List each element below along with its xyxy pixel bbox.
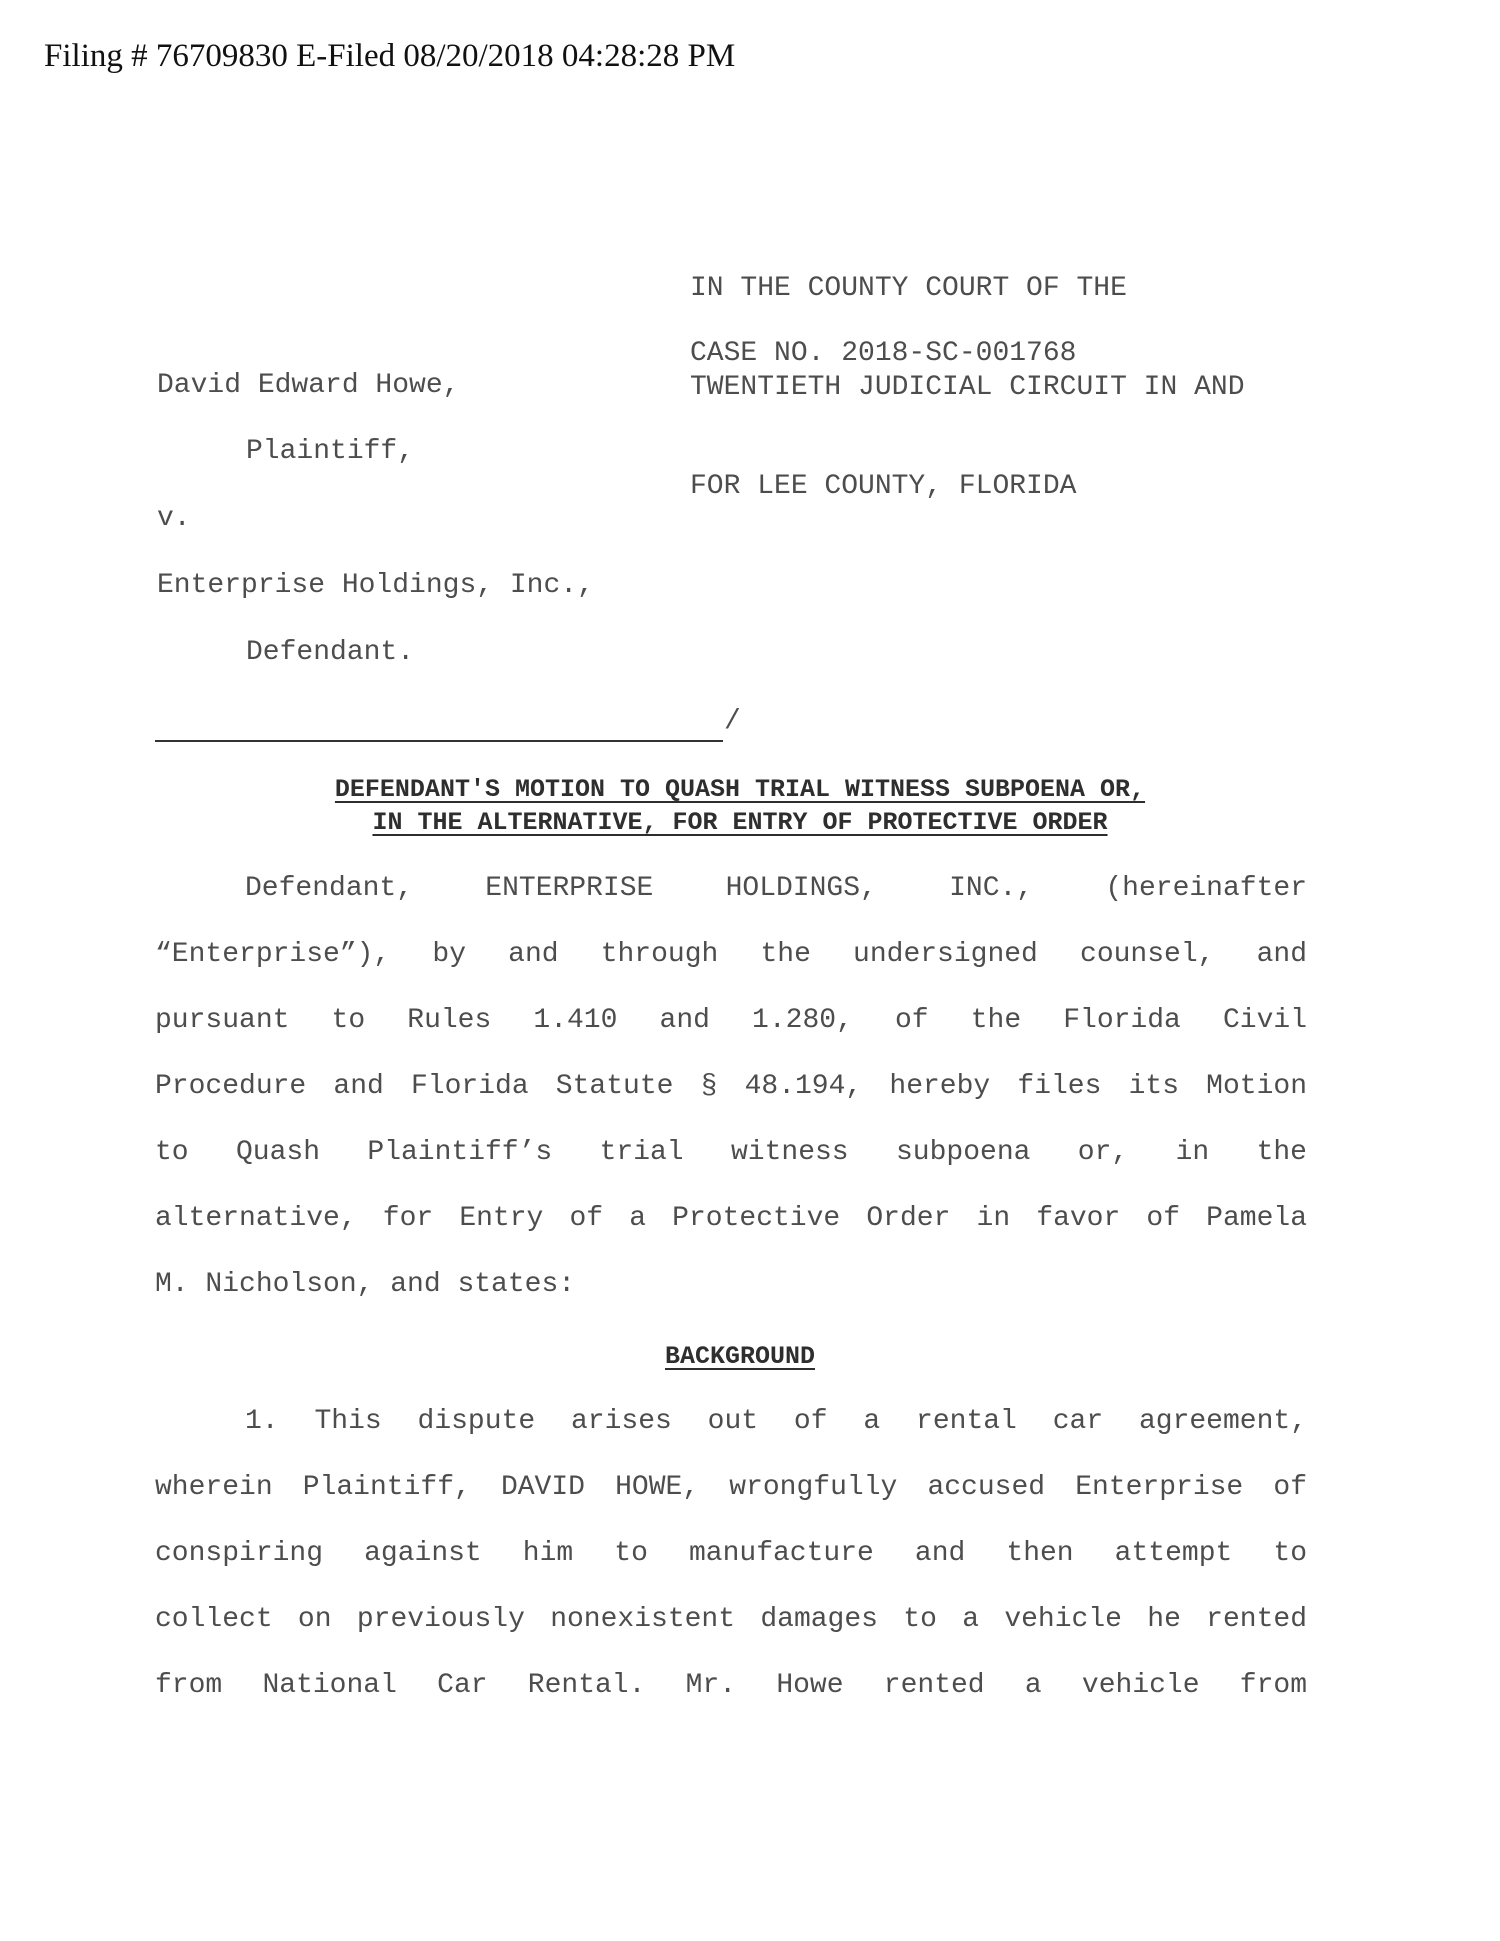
motion-title-line-2 <box>150 808 1330 837</box>
caption-rule <box>155 740 723 742</box>
background-line: from National Car Rental. Mr. Howe rented a vehicle from <box>155 1670 1307 1701</box>
background-heading <box>150 1342 1330 1371</box>
defendant-name: Enterprise Holdings, Inc., <box>157 570 594 601</box>
background-line: 1. This dispute arises out of a rental car agreement, <box>245 1406 1307 1437</box>
intro-line: Procedure and Florida Statute § 48.194, hereby files its Motion <box>155 1071 1307 1102</box>
motion-title-text: DEFENDANT'S MOTION TO QUASH TRIAL WITNESS SUBPOENA OR, <box>334 775 1146 804</box>
case-number: CASE NO. 2018-SC-001768 <box>690 338 1077 369</box>
background-line: conspiring against him to manufacture and then attempt to <box>155 1538 1307 1569</box>
motion-title-line-1 <box>150 775 1330 804</box>
intro-line: to Quash Plaintiff’s trial witness subpoena or, in the <box>155 1137 1307 1168</box>
court-line: IN THE COUNTY COURT OF THE <box>690 273 1127 304</box>
defendant-role: Defendant. <box>246 637 415 668</box>
filing-stamp: Filing # 76709830 E-Filed 08/20/2018 04:28:28 PM <box>44 38 736 74</box>
background-line: wherein Plaintiff, DAVID HOWE, wrongfully accused Enterprise of <box>155 1472 1307 1503</box>
intro-line: pursuant to Rules 1.410 and 1.280, of the Florida Civil <box>155 1005 1307 1036</box>
plaintiff-name: David Edward Howe, <box>157 370 460 401</box>
intro-line: “Enterprise”), by and through the undersigned counsel, and <box>155 939 1307 970</box>
background-heading-text: BACKGROUND <box>664 1342 816 1371</box>
plaintiff-role: Plaintiff, <box>246 436 415 467</box>
versus: v. <box>157 503 191 534</box>
background-line: collect on previously nonexistent damages to a vehicle he rented <box>155 1604 1307 1635</box>
intro-line: Defendant, ENTERPRISE HOLDINGS, INC., (hereinafter <box>245 873 1307 904</box>
motion-title-text: IN THE ALTERNATIVE, FOR ENTRY OF PROTECTIVE ORDER <box>372 808 1108 837</box>
court-line: TWENTIETH JUDICIAL CIRCUIT IN AND <box>690 372 1245 403</box>
court-line: FOR LEE COUNTY, FLORIDA <box>690 471 1077 502</box>
court-header <box>690 206 1245 569</box>
intro-line: alternative, for Entry of a Protective Order in favor of Pamela <box>155 1203 1307 1234</box>
intro-line: M. Nicholson, and states: <box>155 1269 576 1300</box>
caption-slash: / <box>724 706 741 737</box>
